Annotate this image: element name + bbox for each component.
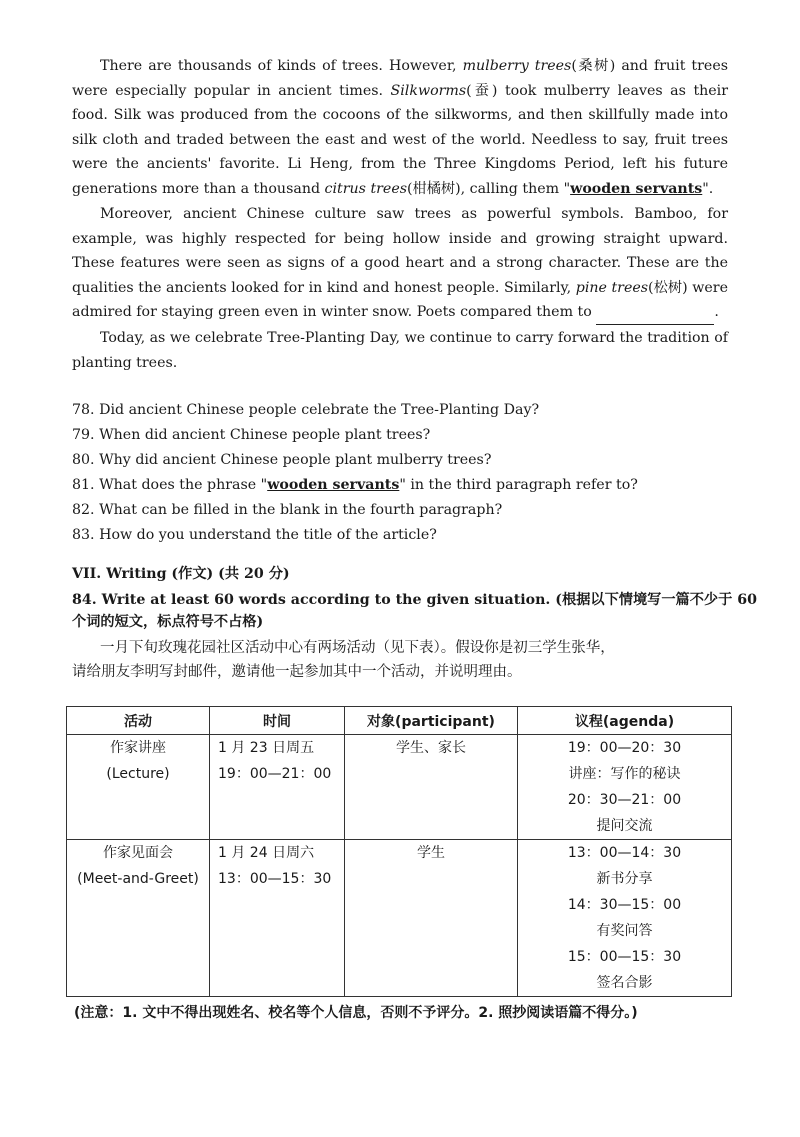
participant-text: 学生 [417,845,445,861]
writing-question-84: 84. Write at least 60 words according to the given situation. (根据以下情境写一篇不少于 60 [72,592,757,608]
cell-agenda [518,735,732,840]
writing-situation-line-1: 一月下旬玫瑰花园社区活动中心有两场活动（见下表）。假设你是初三学生张华， [100,640,615,656]
cell-participant [345,840,518,997]
writing-situation-line-2: 请给朋友李明写封邮件，邀请他一起参加其中一个活动，并说明理由。 [72,664,522,680]
term-pine: pine trees [575,279,649,296]
writing-note: (注意：1. 文中不得出现姓名、校名等个人信息，否则不予评分。2. 照抄阅读语篇不得分。) [74,1005,638,1021]
question-82: 82. What can be filled in the blank in the fourth paragraph? [72,502,503,518]
text: (柑橘树), calling them " [407,180,571,197]
agenda-line: 签名合影 [596,975,653,991]
cell-time [210,840,345,997]
text: 81. What does the phrase " [72,477,268,493]
passage-paragraph-3 [72,202,728,325]
table-header-row [67,707,732,735]
question-83: 83. How do you understand the title of the article? [72,527,437,543]
cell-agenda [518,840,732,997]
time-range: 19：00—21：00 [218,766,332,782]
activity-name: 作家讲座 [110,740,166,756]
writing-question-84-cont: 个词的短文，标点符号不占格) [72,614,264,630]
table-row [67,840,732,997]
time-range: 13：00—15：30 [218,871,332,887]
text: (松树) were admired for staying green even in winter snow. Poets compared them to [72,279,728,320]
activity-name-en: (Lecture) [106,766,170,782]
header-participant: 对象(participant) [345,707,518,735]
agenda-line: 20：30—21：00 [567,792,682,808]
time-date: 1 月 24 日周六 [218,845,315,861]
activity-name: 作家见面会 [103,845,173,861]
agenda-line: 讲座：写作的秘诀 [568,766,681,782]
question-81 [72,475,638,495]
agenda-line: 15：00—15：30 [567,949,682,965]
text: (蚕) took mulberry leaves as their food. Silk was produced from the cocoons of the silkworms, and then skillfully made into silk cloth and traded between the east and west of the world. Needless to say, fruit trees were the ancients' favorite. Li Heng, from the Three Kingdoms Period, left his future generations more than a thousand [72,82,728,197]
header-activity: 活动 [67,707,210,735]
text: ". [702,180,714,197]
text: Moreover, ancient Chinese culture saw trees as powerful symbols. Bamboo, for example, was highly respected for being hollow inside and growing straight upward. These features were seen as signs of a good heart and a strong character. These are the qualities the ancients looked for in kind and honest people. Similarly, [72,206,728,296]
phrase-wooden-servants: wooden servants [570,180,703,197]
text: " in the third paragraph refer to? [399,477,638,493]
text: . [714,304,719,320]
header-time: 时间 [210,707,345,735]
agenda-line: 有奖问答 [596,923,653,939]
participant-text: 学生、家长 [396,740,466,756]
question-79: 79. When did ancient Chinese people plant trees? [72,427,431,443]
writing-heading: VII. Writing (作文) (共 20 分) [72,566,290,582]
activity-schedule-table [66,706,732,997]
header-agenda: 议程(agenda) [518,707,732,735]
cell-activity [67,840,210,997]
phrase-wooden-servants: wooden servants [267,477,400,493]
passage-paragraph-2 [72,54,728,201]
agenda-line: 新书分享 [596,871,653,887]
term-mulberry: mulberry trees [462,58,572,74]
question-78: 78. Did ancient Chinese people celebrate the Tree-Planting Day? [72,402,540,418]
fill-in-blank [596,310,714,325]
text: There are thousands of kinds of trees. However, [100,58,463,74]
cell-time [210,735,345,840]
agenda-line: 14：30—15：00 [567,897,682,913]
agenda-line: 19：00—20：30 [567,740,682,756]
term-citrus: citrus trees [324,180,407,197]
time-date: 1 月 23 日周五 [218,740,315,756]
table-row [67,735,732,840]
cell-activity [67,735,210,840]
agenda-line: 13：00—14：30 [567,845,682,861]
cell-participant [345,735,518,840]
passage-paragraph-4: Today, as we celebrate Tree-Planting Day, we continue to carry forward the tradition of planting trees. [72,330,728,371]
term-silkworms: Silkworms [390,82,467,99]
question-80: 80. Why did ancient Chinese people plant mulberry trees? [72,452,492,468]
agenda-line: 提问交流 [596,818,653,834]
activity-name-en: (Meet-and-Greet) [77,871,199,887]
text: (桑树) and fruit trees were especially popular in ancient times. [72,58,728,99]
